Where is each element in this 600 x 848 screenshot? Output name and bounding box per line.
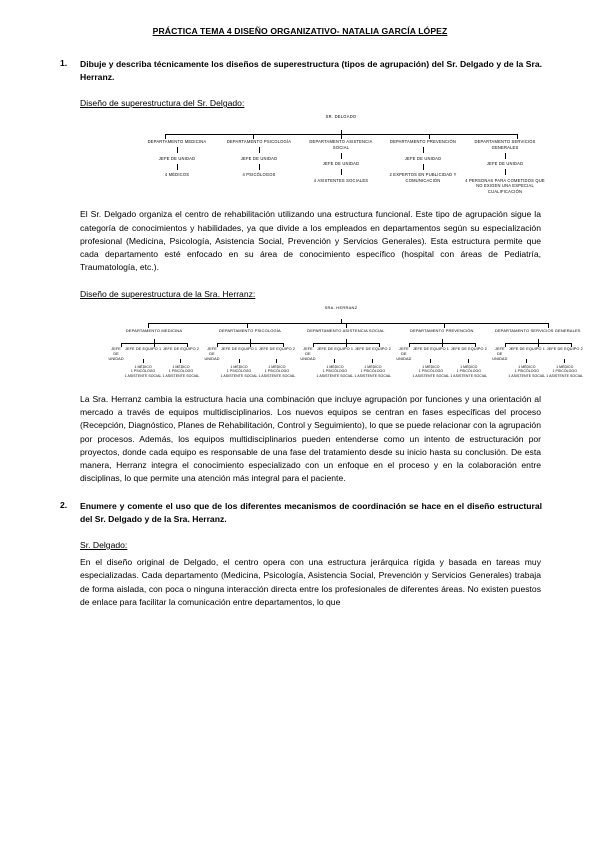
team-title: JEFE DE EQUIPO 2 [258,346,296,351]
team-members [317,365,354,379]
connector-line [409,343,410,347]
question-2-number: 2. [60,499,68,510]
team-member: 1 ASISTENTE SOCIAL [316,374,354,378]
department-teams [492,347,584,379]
team-title: JEFE DE UNIDAD [108,346,124,361]
connector-line [423,164,424,170]
subhead-delgado-chart: Diseño de superestructura del Sr. Delgado: [80,98,245,109]
team-node [396,347,412,362]
team-member: 1 ASISTENTE SOCIAL [162,374,200,378]
department-teams [108,347,200,379]
team-title: JEFE DE EQUIPO 2 [162,346,200,351]
chart-root-wrap [106,305,576,319]
chart-connector-bus [106,319,576,328]
department-title: DEPARTAMENTO PSICOLOGÍA [218,327,281,333]
team-members [546,365,583,379]
org-chart-delgado [58,114,545,194]
team-members [412,365,449,379]
team-member: 1 PSICÓLOGO [322,369,348,374]
department-staff: 4 PSICÓLOGOS [242,172,276,178]
question-1-number: 1. [60,58,68,68]
team-node [108,347,124,362]
chart-department [394,328,490,379]
team-member: 1 PSICÓLOGO [514,369,540,374]
team-node [124,347,162,379]
department-chief: JEFE DE UNIDAD [404,155,442,161]
subhead-herranz-chart: Diseño de superestructura de la Sra. Herranz: [80,288,256,299]
department-title: DEPARTAMENTO PREVENCIÓN [409,327,474,333]
department-title: DEPARTAMENTO PSICOLOGÍA [226,139,292,145]
team-node [220,347,258,379]
chart-branch-tick [429,134,430,139]
paragraph-delgado-coordination: En el diseño original de Delgado, el centro opera con una estructura jerárquica rígida y basada en tareas muy especializadas. Cada departamento (Medicina, Psicología, Asistencia Social, Prevención y Servicios Generales) trabaja de forma aislada, con poca o ninguna interacción directa entre los profesionales de diferentes áreas. No existen puestos de enlace para facilitar la comunicación entre departamentos, lo que [80,556,541,607]
department-connector [492,339,584,347]
team-member: 1 MÉDICO [422,364,440,369]
team-title: JEFE DE UNIDAD [396,346,412,361]
team-title: JEFE DE EQUIPO 1 [412,346,450,351]
team-title: JEFE DE UNIDAD [300,346,316,361]
connector-line [143,359,144,363]
connector-line [187,343,188,347]
chart-connector-bus [136,130,546,139]
chart-branch-tick [148,323,149,328]
connector-line [121,343,122,347]
team-title: JEFE DE EQUIPO 1 [125,346,162,351]
team-node [354,347,392,379]
team-member: 1 MÉDICO [268,364,286,369]
chart-department [298,328,394,379]
connector-line [475,343,476,347]
department-staff: 4 PERSONAS PARA COMETIDOS QUE NO EXIGEN UNA ESPECIAL CUALIFICACIÓN [465,177,545,194]
team-members [258,365,295,379]
chart-department [136,139,218,178]
chart-department-columns [106,327,584,379]
connector-line [259,147,260,153]
connector-line [334,359,335,363]
connector-line [505,153,506,159]
connector-line [259,164,260,170]
connector-line [154,343,155,347]
chart-branch-tick [517,134,518,139]
chart-department [490,328,586,379]
department-connector [300,339,392,347]
department-connector [204,339,296,347]
paragraph-delgado-analysis: El Sr. Delgado organiza el centro de rehabilitación utilizando una estructura funcional. Este tipo de agrupación sigue la categoría de conocimientos y habilidades, ya que divide a los empleados en departamentos según su especialización profesional (Medicina, Psicología, Asistencia Social, Prevención y Servicios Generales). Esta estructura permite que cada departamento esté enfocado en su área de conocimiento específico (hospital con áreas de Pediatría, Traumatología, etc.). [80,209,541,273]
connector-line [341,153,342,159]
chart-department [382,139,464,183]
connector-line [505,343,506,347]
team-node [316,347,354,379]
department-title: DEPARTAMENTO ASISTENCIA SOCIAL [307,327,385,333]
chart-branch-tick [165,134,166,139]
department-title: DEPARTAMENTO PREVENCIÓN [389,139,457,145]
chart-department [218,139,300,178]
department-staff: 2 EXPERTOS EN PUBLICIDAD Y COMUNICACIÓN [389,172,457,183]
team-member: 1 PSICÓLOGO [168,369,194,374]
team-member: 1 MÉDICO [172,364,190,369]
team-member: 1 MÉDICO [556,364,574,369]
connector-line [526,359,527,363]
team-member: 1 PSICÓLOGO [360,369,386,374]
connector-line [177,147,178,153]
team-title: JEFE DE UNIDAD [204,346,220,361]
department-teams [204,347,296,379]
team-members [125,365,162,379]
chart-branch-tick [346,323,347,328]
question-2 [58,500,542,526]
chart-root-label: SRA. HERRANZ [324,304,358,310]
team-node [258,347,296,379]
department-connector [396,339,488,347]
department-teams [396,347,488,379]
team-member: 1 MÉDICO [364,364,382,369]
team-title: JEFE DE EQUIPO 2 [354,346,391,351]
team-members [221,365,258,379]
chart-department [300,139,382,183]
connector-line [239,359,240,363]
connector-line [341,169,342,175]
connector-line [430,359,431,363]
team-member: 1 MÉDICO [134,364,152,369]
connector-line [217,343,218,347]
department-title: DEPARTAMENTO ASISTENCIA SOCIAL [309,139,373,150]
team-member: 1 PSICÓLOGO [226,369,252,374]
team-member: 1 PSICÓLOGO [456,369,482,374]
connector-line [250,343,251,347]
connector-line [372,359,373,363]
chart-branch-tick [341,134,342,139]
connector-line [505,169,506,175]
team-title: JEFE DE EQUIPO 1 [508,346,545,351]
connector-line [379,343,380,347]
team-node [450,347,488,379]
connector-line [283,343,284,347]
connector-line [313,343,314,347]
connector-line [571,343,572,347]
team-members [354,365,391,379]
department-chief: JEFE DE UNIDAD [158,155,196,161]
connector-line [538,343,539,347]
team-member: 1 MÉDICO [518,364,536,369]
connector-line [468,359,469,363]
chart-department [202,328,298,379]
department-title: DEPARTAMENTO SERVICIOS GENERALES [474,139,536,150]
chart-department [464,139,546,194]
question-1 [58,58,542,84]
team-member: 1 ASISTENTE SOCIAL [412,374,450,378]
chart-department [106,328,202,379]
connector-line [177,164,178,170]
page-title: PRÁCTICA TEMA 4 DISEÑO ORGANIZATIVO- NATALIA GARCÍA LÓPEZ [152,26,448,36]
team-node [300,347,316,362]
connector-line [346,343,347,347]
team-members [508,365,545,379]
team-node [492,347,508,362]
chart-horizontal-bus [148,323,548,324]
team-member: 1 MÉDICO [230,364,248,369]
team-members [450,365,487,379]
department-title: DEPARTAMENTO SERVICIOS GENERALES [494,327,581,333]
team-title: JEFE DE EQUIPO 1 [220,346,258,351]
team-member: 1 PSICÓLOGO [552,369,577,374]
connector-line [442,343,443,347]
chart-branch-tick [444,323,445,328]
team-member: 1 ASISTENTE SOCIAL [124,374,162,378]
chart-branch-tick [247,323,248,328]
department-chief: JEFE DE UNIDAD [240,155,278,161]
team-node [412,347,450,379]
department-staff: 4 ASISTENTES SOCIALES [313,177,369,183]
connector-line [423,147,424,153]
team-member: 1 ASISTENTE SOCIAL [220,374,258,378]
connector-line [276,359,277,363]
connector-line [564,359,565,363]
team-member: 1 PSICÓLOGO [418,369,444,374]
department-connector [108,339,200,347]
org-chart-herranz [58,304,584,379]
team-title: JEFE DE EQUIPO 2 [546,346,583,351]
team-title: JEFE DE UNIDAD [492,346,508,361]
team-node [508,347,546,379]
team-members [163,365,200,379]
team-node [162,347,200,379]
team-member: 1 MÉDICO [460,364,478,369]
department-teams [300,347,392,379]
team-title: JEFE DE EQUIPO 2 [450,346,487,351]
team-member: 1 ASISTENTE SOCIAL [258,374,296,378]
paragraph-herranz-analysis: La Sra. Herranz cambia la estructura hacia una combinación que incluye agrupación por funciones y una orientación al mercado a través de equipos multidisciplinarios. Los nuevos equipos se centran en fases específicas del proceso (Recepción, Diagnóstico, Planes de Rehabilitación, Control y Seguimiento), lo que se puede relacionar con la agrupación por procesos. Además, los equipos multidisciplinarios pueden entenderse como un intento de estructuración por proyectos, donde cada equipo es responsable de una fase del tratamiento desde su inicio hasta su conclusión. De esta manera, Herranz integra el conocimiento especializado con un enfoque en el proceso y en la colaboración entre disciplinas, lo que permite una atención más integral para el paciente. [80,393,541,484]
chart-root-wrap [136,114,546,130]
chart-branch-tick [548,323,549,328]
team-node [204,347,220,362]
team-member: 1 ASISTENTE SOCIAL [354,374,392,378]
department-title: DEPARTAMENTO MEDICINA [147,139,207,145]
team-member: 1 ASISTENTE SOCIAL [546,374,584,378]
team-member: 1 ASISTENTE SOCIAL [508,374,546,378]
subhead-sr-delgado: Sr. Delgado: [80,539,128,550]
question-1-text: Dibuje y describa técnicamente los diseños de superestructura (tipos de agrupación) del Sr. Delgado y de la Sra. Herranz. [80,59,542,83]
chart-root-label: SR. DELGADO [325,114,357,120]
chart-branch-tick [253,134,254,139]
team-member: 1 PSICÓLOGO [264,369,290,374]
question-2-text: Enumere y comente el uso que de los diferentes mecanismos de coordinación se hace en el diseño estructural del Sr. Delgado y de la Sra. Herranz. [80,500,542,524]
department-staff: 4 MÉDICOS [164,172,190,178]
team-title: JEFE DE EQUIPO 1 [316,346,354,351]
department-chief: JEFE DE UNIDAD [486,161,524,167]
team-node [546,347,584,379]
department-title: DEPARTAMENTO MEDICINA [125,327,183,333]
team-member: 1 ASISTENTE SOCIAL [450,374,488,378]
connector-line [180,359,181,363]
team-member: 1 PSICÓLOGO [130,369,156,374]
chart-department-columns [136,139,546,194]
team-member: 1 MÉDICO [326,364,344,369]
department-chief: JEFE DE UNIDAD [322,161,360,167]
